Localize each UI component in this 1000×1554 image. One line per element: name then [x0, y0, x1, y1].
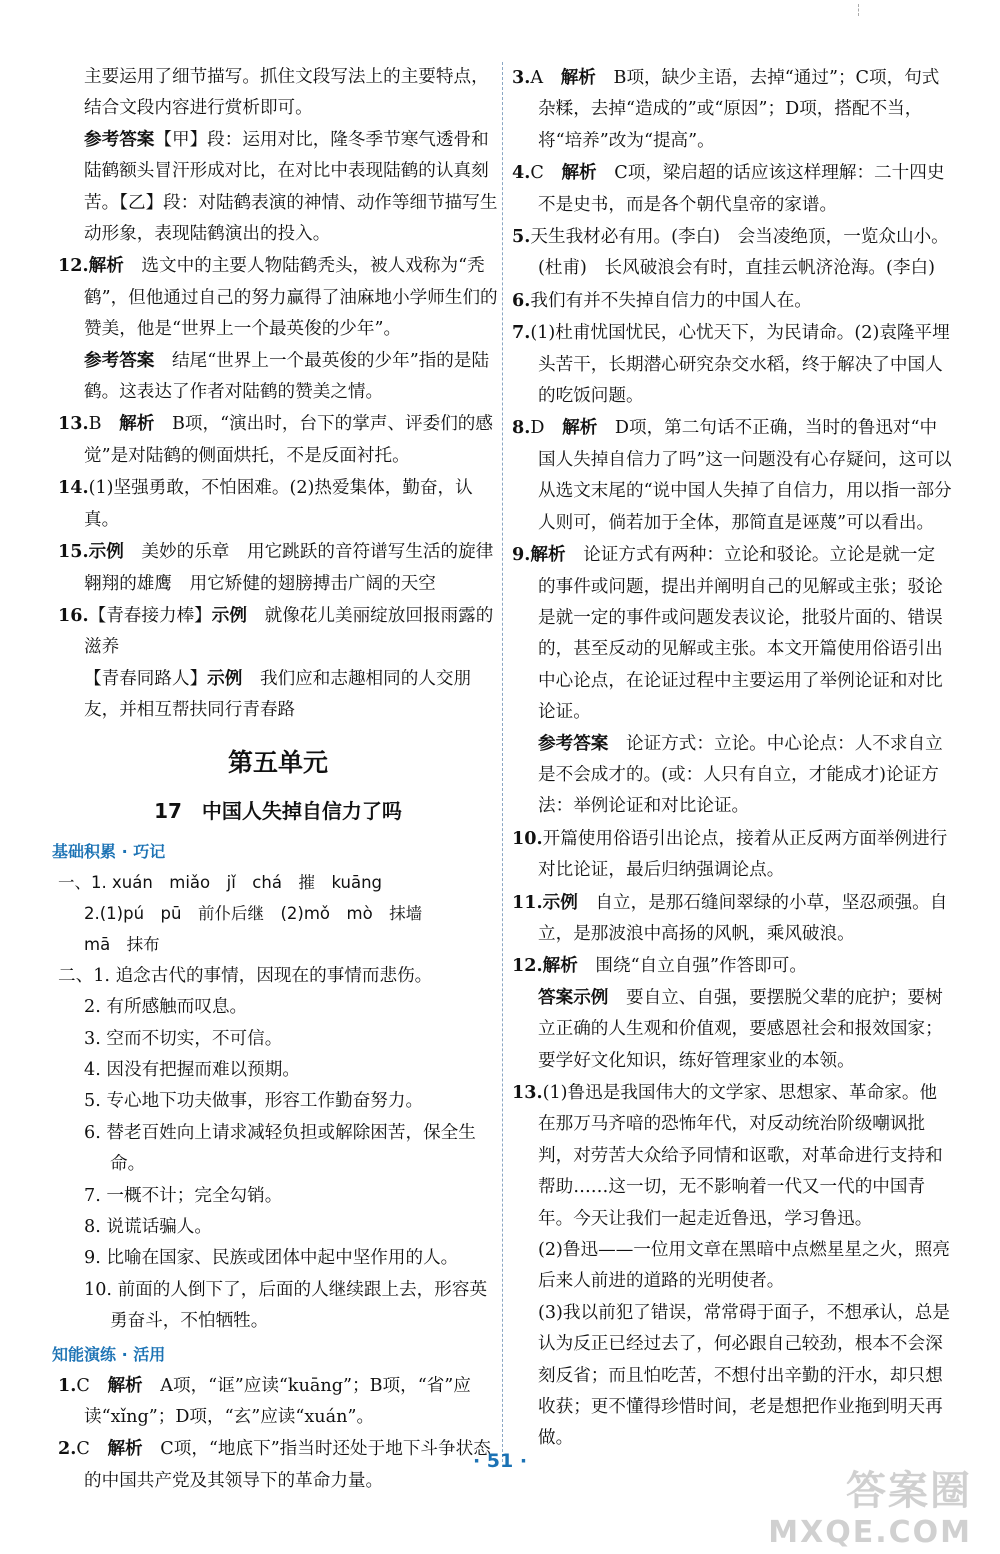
- section-heading-basics: 基础积累 · 巧记: [52, 841, 166, 861]
- practice-answer-8: [512, 412, 952, 539]
- analysis-text: C项，“地底下”指当时还处于地下斗争状态的中国共产党及其领导下的革命力量。: [84, 1439, 491, 1491]
- analysis-label: 解析: [119, 414, 155, 435]
- answer-12-reference: [58, 346, 498, 409]
- reference-answer-label: 参考答案: [84, 350, 155, 371]
- practice-answer-4: [512, 157, 952, 221]
- answer-number: 14.: [58, 477, 89, 499]
- sample-answer-label: 答案示例: [538, 987, 609, 1008]
- practice-answer-6: [512, 285, 952, 317]
- answer-text: 开篇使用俗语引出论点，接着从正反两方面举例进行对比论证，最后归纳强调论点。: [538, 828, 948, 881]
- page-number: · 51 ·: [472, 1450, 528, 1472]
- answer-choice: B: [88, 414, 102, 435]
- analysis-label: 解析: [530, 545, 566, 566]
- example-label: 示例: [207, 668, 243, 689]
- analysis-label: 解析: [560, 68, 596, 88]
- practice-answer-5: [512, 221, 952, 285]
- reference-answer-label: 参考答案: [84, 129, 155, 150]
- analysis-text: 围绕“自立自强”作答即可。: [595, 956, 807, 977]
- example-text: 美妙的乐章 用它跳跃的音符谱写生活的旋律 翱翔的雄鹰 用它矫健的翅膀搏击广阔的天空: [84, 542, 511, 594]
- example-text: 就像花儿美丽绽放回报雨露的滋养: [84, 605, 494, 658]
- analysis-text: C项，梁启超的话应该这样理解：二十四史不是史书，而是各个朝代皇帝的家谱。: [538, 163, 945, 215]
- part2-item1: 二、1. 追念古代的事情，因现在的事情而悲伤。: [58, 965, 433, 986]
- answer-choice: A: [530, 68, 544, 88]
- answer-number: 11.: [512, 891, 543, 913]
- practice-answer-13: [512, 1077, 952, 1235]
- example-text: 我们应和志趣相同的人交朋友，并相互帮扶同行青春路: [84, 668, 472, 721]
- part2-item8: 8. 说谎话骗人。: [84, 1217, 212, 1237]
- part2-item9: 9. 比喻在国家、民族或团体中起中坚作用的人。: [84, 1248, 459, 1269]
- part2-item4: 4. 因没有把握而难以预期。: [84, 1059, 300, 1080]
- part2-item10: 10. 前面的人倒下了，后面的人继续跟上去，形容英勇奋斗，不怕牺牲。: [84, 1279, 488, 1332]
- answer-11-continued: [58, 62, 498, 250]
- part1-item2a: 2.(1)pú pū 前仆后继 (2)mǒ mò 抹墙: [84, 903, 423, 923]
- analysis-label: 解析: [562, 418, 598, 439]
- practice-answer-10: [512, 823, 952, 887]
- part1-item2b: mā 抹布: [84, 935, 160, 955]
- part2-item7: 7. 一概不计；完全勾销。: [84, 1185, 283, 1206]
- answer-choice: C: [76, 1375, 90, 1396]
- answer-number: 4.: [512, 162, 531, 184]
- practice-answer-11: [512, 887, 952, 951]
- practice-answer-13-part2: (2)鲁迅——一位用文章在黑暗中点燃星星之火，照亮后来人前进的道路的光明使者。: [538, 1240, 950, 1292]
- reference-answer-text: 结尾“世界上一个最英俊的少年”指的是陆鹤。这表达了作者对陆鹤的赞美之情。: [84, 350, 490, 403]
- example-label: 示例: [211, 605, 247, 626]
- answer-16-part2: [58, 664, 498, 727]
- answer-number: 13.: [58, 413, 89, 435]
- section-heading-practice: 知能演练 · 活用: [52, 1344, 166, 1364]
- reference-answer: [84, 125, 498, 251]
- right-column: [512, 62, 952, 1455]
- answer-number: 8.: [512, 417, 531, 439]
- answer-number: 3.: [512, 67, 531, 88]
- reference-answer-text: 【甲】段：运用对比，隆冬季节寒气透骨和陆鹤额头冒汗形成对比，在对比中表现陆鹤的认真刻苦。【乙】段：对陆鹤表演的神情、动作等细节描写生动形象，表现陆鹤演出的投入。: [84, 129, 498, 245]
- answer-number: 1.: [58, 1374, 77, 1396]
- practice-answer-13-part3: (3)我以前犯了错误，常常碍于面子，不想承认，总是认为反正已经过去了，何必跟自己较劲，根本不会深刻反省；而且怕吃苦，不想付出辛勤的汗水，却只想收获；更不懂得珍惜时间，老是想把作业拖到明天再做。: [538, 1302, 950, 1449]
- answer-number: 12.: [58, 255, 89, 277]
- practice-answer-9: [512, 539, 952, 728]
- practice-answer-9-reference: [512, 729, 952, 823]
- sample-answer-text: 要自立、自强，要摆脱父辈的庇护；要树立正确的人生观和价值观，要感恩社会和报效国家；要学好文化知识，练好管理家业的本领。: [538, 987, 943, 1071]
- answer-text: 我们有并不失掉自信力的中国人在。: [530, 290, 812, 311]
- answer-text: (1)杜甫忧国忧民，心忧天下，为民请命。(2)袁隆平埋头苦干，长期潜心研究杂交水稻，终于解决了中国人的吃饭问题。: [530, 323, 950, 407]
- analysis-text: B项，缺少主语，去掉“通过”；C项，句式杂糅，去掉“造成的”或“原因”；D项，搭配不当，将“培养”改为“提高”。: [538, 68, 940, 151]
- part2-item5: 5. 专心地下功夫做事，形容工作勤奋努力。: [84, 1091, 424, 1112]
- answer-number: 12.: [512, 955, 543, 977]
- practice-answer-12: [512, 950, 952, 982]
- section-tag: 【青春同路人】: [84, 668, 208, 689]
- answer-13: [58, 408, 498, 472]
- watermark-line1: 答案圈: [846, 1468, 972, 1514]
- answer-text: (1)坚强勇敢，不怕困难。(2)热爱集体，勤奋，认真。: [84, 478, 473, 530]
- column-divider: [502, 62, 503, 1462]
- analysis-text: D项，第二句话不正确，当时的鲁迅对“中国人失掉自信力了吗”这一问题没有心存疑问，这可以从选文末尾的“说中国人失掉了自信力，用以指一部分人则可，倘若加于全体，那简直是诬蔑”可以看出。: [538, 418, 952, 533]
- watermark-line2: MXQE.COM: [768, 1515, 972, 1550]
- example-label: 示例: [542, 892, 578, 913]
- answer-number: 9.: [512, 544, 531, 566]
- answer-part1: (1)鲁迅是我国伟大的文学家、思想家、革命家。他在那万马齐喑的恐怖年代，对反动统治阶级嘲讽批判，对劳苦大众给予同情和讴歌，对革命进行支持和帮助……这一切，无不影响着一代又一代的中国青年。今天让我们一起走近鲁迅，学习鲁迅。: [538, 1083, 943, 1229]
- example-text: 自立，是那石缝间翠绿的小草，坚忍顽强。自立，是那波浪中高扬的风帆，乘风破浪。: [538, 892, 948, 944]
- answer-number: 15.: [58, 541, 89, 563]
- answer-text: 天生我材必有用。(李白) 会当凌绝顶，一览众山小。(杜甫) 长风破浪会有时，直挂云帆济沧海。(李白): [530, 227, 949, 279]
- answer-text: 主要运用了细节描写。抓住文段写法上的主要特点，结合文段内容进行赏析即可。: [84, 67, 489, 119]
- watermark-logo: [768, 1470, 972, 1554]
- practice-answer-1: [58, 1370, 498, 1434]
- answer-15: [58, 536, 511, 600]
- answer-choice: C: [76, 1439, 90, 1460]
- practice-answer-3: [512, 62, 952, 157]
- section-tag: 【青春接力棒】: [88, 605, 212, 626]
- analysis-label: 解析: [542, 956, 578, 977]
- analysis-text: A项，“诓”应读“kuāng”；B项，“省”应读“xǐng”；D项，“玄”应读“xuán”。: [84, 1375, 471, 1428]
- part2-item2: 2. 有所感触而叹息。: [84, 997, 248, 1018]
- analysis-label: 解析: [107, 1439, 143, 1460]
- analysis-label: 解析: [88, 256, 124, 277]
- analysis-label: 解析: [107, 1375, 143, 1396]
- analysis-label: 解析: [561, 163, 597, 184]
- part1-item1: 一、1. xuán miǎo jǐ chá 摧 kuāng: [58, 872, 382, 892]
- analysis-text: B项，“演出时，台下的掌声、评委们的感觉”是对陆鹤的侧面烘托，不是反面衬托。: [84, 414, 493, 466]
- unit-title: 第五单元: [227, 747, 328, 777]
- answer-number: 2.: [58, 1438, 77, 1460]
- part2-item6: 6. 替老百姓向上请求减轻负担或解除困苦，保全生命。: [84, 1122, 476, 1175]
- lesson-title: 17 中国人失掉自信力了吗: [154, 798, 402, 823]
- reference-answer-text: 论证方式：立论。中心论点：人不求自立是不会成才的。(或：人只有自立，才能成才)论证方法：举例论证和对比论证。: [538, 733, 943, 817]
- practice-answer-12-sample: [512, 983, 952, 1077]
- practice-answer-7: [512, 317, 952, 412]
- part2-item3: 3. 空而不切实，不可信。: [84, 1028, 283, 1049]
- answer-choice: C: [530, 163, 544, 184]
- example-label: 示例: [88, 542, 124, 563]
- answer-number: 7.: [512, 322, 531, 344]
- answer-12: [58, 250, 498, 345]
- answer-14: [58, 472, 498, 536]
- answer-choice: D: [530, 418, 545, 439]
- answer-number: 10.: [512, 827, 543, 849]
- answer-16: [58, 600, 498, 664]
- reference-answer-label: 参考答案: [538, 733, 609, 754]
- analysis-text: 论证方式有两种：立论和驳论。立论是就一定的事件或问题，提出并阐明自己的见解或主张；驳论是就一定的事件或问题发表议论，批驳片面的、错误的，甚至反动的见解或主张。本文开篇使用俗语引出中心论点，在论证过程中主要运用了举例论证和对比论证。: [538, 545, 943, 723]
- answer-number: 13.: [512, 1082, 543, 1103]
- analysis-text: 选文中的主要人物陆鹤秃头，被人戏称为“秃鹤”，但他通过自己的努力赢得了油麻地小学师生们的赞美，他是“世界上一个最英俊的少年”。: [84, 256, 498, 340]
- answer-number: 6.: [512, 289, 531, 311]
- answer-number: 5.: [512, 226, 531, 248]
- answer-number: 16.: [58, 604, 89, 626]
- top-edge-mark: [858, 4, 860, 16]
